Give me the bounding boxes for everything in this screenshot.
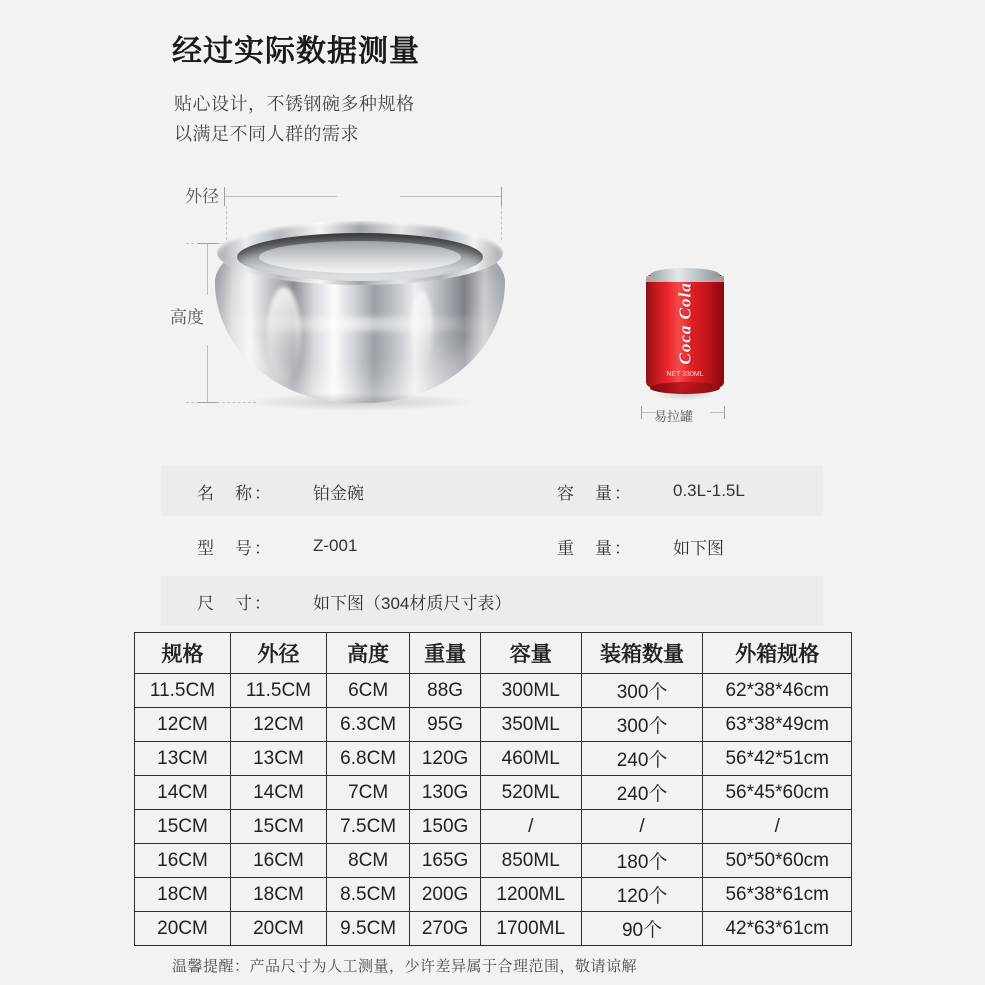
can-brand-text: Coca Cola xyxy=(675,282,695,365)
cell-spec: 14CM xyxy=(135,776,231,810)
cell-spec: 15CM xyxy=(135,810,231,844)
cell-spec: 20CM xyxy=(135,912,231,946)
spec-row-name xyxy=(161,466,823,516)
spec-key-model: 型 号： xyxy=(197,538,273,558)
cell-spec: 12CM xyxy=(135,708,231,742)
cell-carton-size: 42*63*61cm xyxy=(703,912,852,946)
cell-spec: 11.5CM xyxy=(135,674,231,708)
cell-weight: 95G xyxy=(410,708,480,742)
col-header-capacity: 容量 xyxy=(480,633,581,674)
subtitle-line-2: 以满足不同人群的需求 xyxy=(174,124,359,144)
can-label: 易拉罐 xyxy=(654,409,694,424)
cell-carton-size: 56*38*61cm xyxy=(703,878,852,912)
coca-cola-can-image xyxy=(646,268,724,394)
outer-diameter-line-right xyxy=(400,196,502,197)
spec-key-capacity: 容 量： xyxy=(557,483,633,503)
bowl-highlight-band xyxy=(223,317,497,331)
spec-cell-name xyxy=(161,479,521,504)
spec-value-capacity: 0.3L-1.5L xyxy=(673,481,745,500)
table-row xyxy=(135,776,852,810)
table-row xyxy=(135,912,852,946)
cell-height: 6.8CM xyxy=(326,742,409,776)
size-table xyxy=(134,632,852,946)
cell-spec: 13CM xyxy=(135,742,231,776)
cell-carton-size: / xyxy=(703,810,852,844)
height-line-upper xyxy=(207,243,208,295)
table-row xyxy=(135,742,852,776)
footnote-text: 温馨提醒：产品尺寸为人工测量，少许差异属于合理范围，敬请谅解 xyxy=(172,958,638,975)
spec-cell-capacity xyxy=(521,479,823,504)
can-volume-text: NET 330ML xyxy=(666,371,704,378)
cell-capacity: / xyxy=(480,810,581,844)
cell-carton-qty: 180个 xyxy=(581,844,703,878)
cell-outer-diameter: 14CM xyxy=(230,776,326,810)
cell-outer-diameter: 13CM xyxy=(230,742,326,776)
height-label: 高度 xyxy=(170,308,204,327)
cell-height: 9.5CM xyxy=(326,912,409,946)
cell-capacity: 460ML xyxy=(480,742,581,776)
bowl-inner-bottom xyxy=(259,241,461,273)
table-row xyxy=(135,844,852,878)
cell-outer-diameter: 12CM xyxy=(230,708,326,742)
spec-row-model xyxy=(161,521,823,571)
cell-carton-qty: 300个 xyxy=(581,674,703,708)
cell-height: 8.5CM xyxy=(326,878,409,912)
bowl-drop-shadow xyxy=(243,393,477,411)
outer-diameter-label: 外径 xyxy=(185,187,219,206)
cell-capacity: 520ML xyxy=(480,776,581,810)
table-row xyxy=(135,674,852,708)
table-header-row xyxy=(135,633,852,674)
cell-height: 7.5CM xyxy=(326,810,409,844)
cell-height: 8CM xyxy=(326,844,409,878)
cell-height: 6CM xyxy=(326,674,409,708)
cell-height: 7CM xyxy=(326,776,409,810)
can-measure-tick-left xyxy=(641,406,642,419)
cell-weight: 120G xyxy=(410,742,480,776)
cell-spec: 18CM xyxy=(135,878,231,912)
table-row xyxy=(135,878,852,912)
spec-value-weight: 如下图 xyxy=(673,538,724,558)
size-table-body xyxy=(135,674,852,946)
cell-weight: 88G xyxy=(410,674,480,708)
col-header-spec: 规格 xyxy=(135,633,231,674)
spec-key-weight: 重 量： xyxy=(557,538,633,558)
spec-cell-size xyxy=(161,589,801,614)
cell-carton-qty: 240个 xyxy=(581,742,703,776)
cell-carton-qty: 300个 xyxy=(581,708,703,742)
spec-key-name: 名 称： xyxy=(197,483,273,503)
col-header-outer-diameter: 外径 xyxy=(230,633,326,674)
subtitle-line-1: 贴心设计，不锈钢碗多种规格 xyxy=(174,94,415,114)
cell-carton-size: 62*38*46cm xyxy=(703,674,852,708)
can-measure-line-right xyxy=(710,412,724,413)
cell-weight: 270G xyxy=(410,912,480,946)
cell-carton-size: 63*38*49cm xyxy=(703,708,852,742)
can-measure-tick-right xyxy=(724,406,725,419)
outer-diameter-tick-left xyxy=(224,187,225,206)
bowl-highlight-left xyxy=(267,287,301,383)
can-drop-shadow xyxy=(654,390,716,400)
cell-capacity: 850ML xyxy=(480,844,581,878)
bowl-highlight-right xyxy=(411,291,433,371)
col-header-height: 高度 xyxy=(326,633,409,674)
cell-carton-qty: 240个 xyxy=(581,776,703,810)
table-row xyxy=(135,708,852,742)
outer-diameter-tick-right xyxy=(501,187,502,206)
col-header-carton-size: 外箱规格 xyxy=(703,633,852,674)
cell-outer-diameter: 20CM xyxy=(230,912,326,946)
cell-outer-diameter: 16CM xyxy=(230,844,326,878)
cell-capacity: 1200ML xyxy=(480,878,581,912)
cell-weight: 130G xyxy=(410,776,480,810)
cell-spec: 16CM xyxy=(135,844,231,878)
cell-outer-diameter: 15CM xyxy=(230,810,326,844)
spec-value-model: Z-001 xyxy=(313,536,358,555)
cell-carton-qty: / xyxy=(581,810,703,844)
size-table-container xyxy=(134,632,852,946)
cell-capacity: 300ML xyxy=(480,674,581,708)
cell-height: 6.3CM xyxy=(326,708,409,742)
cell-carton-qty: 120个 xyxy=(581,878,703,912)
spec-value-name: 铂金碗 xyxy=(313,483,364,503)
table-row xyxy=(135,810,852,844)
spec-value-size: 如下图（304材质尺寸表） xyxy=(313,593,512,613)
cell-carton-size: 56*45*60cm xyxy=(703,776,852,810)
page-title: 经过实际数据测量 xyxy=(172,35,420,68)
cell-weight: 150G xyxy=(410,810,480,844)
spec-row-size xyxy=(161,576,823,626)
outer-diameter-line-left xyxy=(225,196,337,197)
col-header-carton-qty: 装箱数量 xyxy=(581,633,703,674)
cell-carton-size: 56*42*51cm xyxy=(703,742,852,776)
cell-capacity: 350ML xyxy=(480,708,581,742)
cell-capacity: 1700ML xyxy=(480,912,581,946)
col-header-weight: 重量 xyxy=(410,633,480,674)
cell-carton-qty: 90个 xyxy=(581,912,703,946)
cell-outer-diameter: 11.5CM xyxy=(230,674,326,708)
can-lid xyxy=(650,268,720,282)
size-table-head xyxy=(135,633,852,674)
cell-outer-diameter: 18CM xyxy=(230,878,326,912)
spec-cell-weight xyxy=(521,534,823,559)
spec-cell-model xyxy=(161,534,521,559)
cell-carton-size: 50*50*60cm xyxy=(703,844,852,878)
height-line-lower xyxy=(207,345,208,402)
stainless-bowl-image xyxy=(215,225,505,410)
spec-key-size: 尺 寸： xyxy=(197,593,273,613)
cell-weight: 165G xyxy=(410,844,480,878)
cell-weight: 200G xyxy=(410,878,480,912)
